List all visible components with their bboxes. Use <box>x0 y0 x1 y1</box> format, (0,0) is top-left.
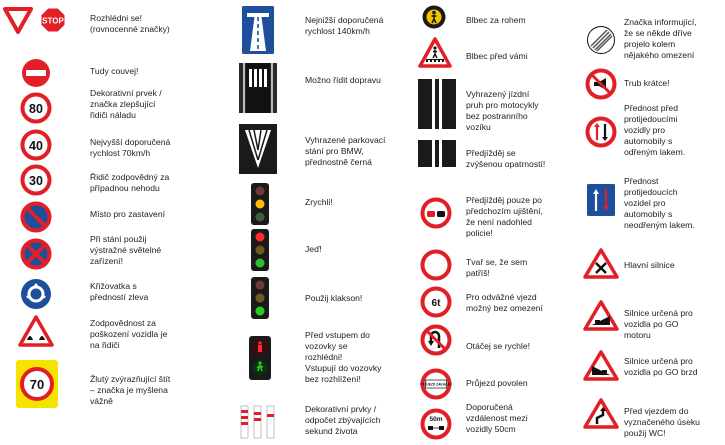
sign-description: Dekorativní prvky / odpočet zbývajících sekund života <box>305 404 381 436</box>
sign-description: Hlavní silnice <box>624 260 675 270</box>
sign-description: Průjezd povolen <box>466 378 528 388</box>
sign-description: Před vstupem do vozovky se rozhlédni! Vstupují do vozovky bez rozhlížení! <box>305 330 382 384</box>
reserved-parking-chevron-icon <box>239 124 277 174</box>
sign-description: Předjížděj pouze po předchozím ujištění, že není nadohled policie! <box>466 195 543 238</box>
sign-description: Použij klakson! <box>305 293 363 303</box>
passage-allowed-sign-icon <box>420 368 452 400</box>
sign-description: Řidič zodpovědný za případnou nehodu <box>90 172 170 193</box>
sign-description: Doporučená vzdálenost mezi vozidly 50cm <box>466 402 528 434</box>
steep-ascent-warning-icon <box>583 300 619 332</box>
priority-over-oncoming-sign-icon <box>586 183 616 217</box>
sign-description: Žlutý zvýrazňující štít – značka je myšlena vážně <box>90 374 171 406</box>
sign-description: Místo pro zastavení <box>90 209 165 219</box>
railway-crossing-barrier-icon <box>239 63 277 113</box>
sign-description: Otáčej se rychle! <box>466 341 530 351</box>
no-horn-sign-icon <box>585 68 617 100</box>
sign-number: 30 <box>29 174 43 188</box>
sign-description: Tvař se, že sem patříš! <box>466 257 528 278</box>
sign-number: 70 <box>29 377 45 392</box>
no-overtaking-lane-marking-icon <box>418 140 456 167</box>
no-entry-sign-icon <box>21 58 51 88</box>
traffic-light-red-icon <box>251 229 269 271</box>
sign-description: Přednost před protijedoucími vozidly pro automobily s odřeným lakem. <box>624 103 686 157</box>
sign-description: Křižovatka s předností zleva <box>90 281 149 302</box>
no-u-turn-sign-icon <box>420 324 452 356</box>
yield-and-stop-sign-icon <box>2 6 70 36</box>
sign-description: Trub krátce! <box>624 78 670 88</box>
sign-description: Blbec za rohem <box>466 15 526 25</box>
sign-description: Silnice určená pro vozidla po GO brzd <box>624 356 698 377</box>
pedestrian-zone-sign-icon <box>422 5 446 29</box>
sign-description: Před vjezdem do vyznačeného úseku použij WC! <box>624 406 700 438</box>
steep-descent-warning-icon <box>583 350 619 382</box>
sign-description: Zrychli! <box>305 197 333 207</box>
crossroads-warning-sign-icon <box>583 248 619 280</box>
sign-description: Blbec před vámi <box>466 51 528 61</box>
sign-description: Rozhlédni se! (rovnocenné značky) <box>90 13 170 34</box>
sign-description: Tudy couvej! <box>90 66 139 76</box>
sign-label: 6t <box>431 298 441 309</box>
sign-description: Jeď! <box>305 244 322 254</box>
sign-label: PRŮJEZD ZAKÁZÁN <box>420 382 452 387</box>
bumpy-road-warning-sign-icon <box>17 314 55 348</box>
traffic-light-green-icon <box>251 277 269 319</box>
no-overtaking-sign-icon <box>420 197 452 229</box>
no-vehicles-sign-icon <box>420 249 452 281</box>
sign-description: Nejvyšší doporučená rychlost 70km/h <box>90 137 171 158</box>
speed-limit-40-sign-icon <box>20 129 52 161</box>
sign-description: Značka informující, že se někde dříve projelo kolem nějakého omezení <box>624 17 697 60</box>
sign-description: Dekorativní prvek / značka zlepšující řidiči náladu <box>90 88 162 120</box>
sign-description: Silnice určená pro vozidla po GO motoru <box>624 308 693 340</box>
minimum-distance-sign-icon <box>420 408 452 440</box>
roundabout-sign-icon <box>20 278 52 310</box>
sign-number: 40 <box>29 139 43 153</box>
sign-description: Přednost protijedoucích vozidel pro automobily s neodřeným lakem. <box>624 176 695 230</box>
speed-limit-30-sign-icon <box>20 164 52 196</box>
sign-description: Vyhrazený jízdní pruh pro motocykly bez postranního vozíku <box>466 89 539 132</box>
end-of-restrictions-sign-icon <box>585 24 617 56</box>
delineator-posts-icon <box>240 404 276 440</box>
priority-to-oncoming-sign-icon <box>585 116 617 148</box>
sign-description: Při stání použij výstražné světelné zařízení! <box>90 234 162 266</box>
sign-number: 80 <box>29 102 43 116</box>
speed-limit-70-yellow-sign-icon <box>16 360 58 408</box>
sign-label: 50m <box>429 416 443 423</box>
pedestrian-signal-icon <box>249 336 271 380</box>
weight-limit-6t-sign-icon <box>420 286 452 318</box>
no-parking-sign-icon <box>20 201 52 233</box>
sign-description: Pro odvážné vjezd možný bez omezení <box>466 292 543 313</box>
no-stopping-sign-icon <box>20 238 52 270</box>
sign-description: Vyhrazené parkovací stání pro BMW, přednostně černá <box>305 135 386 167</box>
motorway-sign-icon <box>241 5 275 55</box>
sign-description: Nejnižší doporučená rychlost 140km/h <box>305 15 384 36</box>
pedestrian-crossing-warning-icon <box>418 37 452 69</box>
traffic-light-amber-icon <box>251 183 269 225</box>
sign-description: Možno řídit dopravu <box>305 75 381 85</box>
dangerous-bends-warning-icon <box>583 398 619 430</box>
double-solid-lane-marking-icon <box>418 79 456 129</box>
sign-description: Předjížděj se zvýšenou opatrností! <box>466 148 546 169</box>
svg-text:STOP: STOP <box>42 16 64 26</box>
speed-limit-80-sign-icon <box>20 92 52 124</box>
sign-description: Zodpovědnost za poškození vozidla je na řidiči <box>90 318 168 350</box>
